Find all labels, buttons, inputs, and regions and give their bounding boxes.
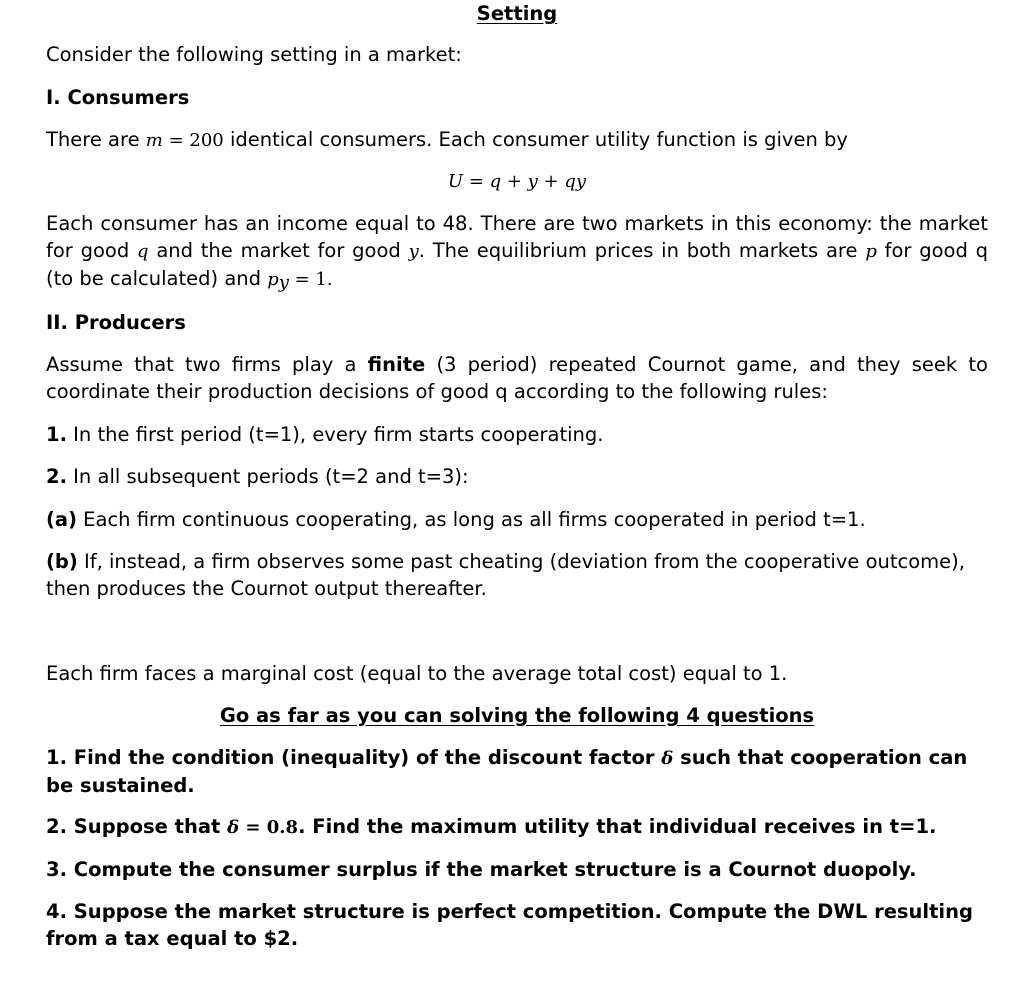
intro-text: Consider the following setting in a market: bbox=[46, 43, 462, 66]
rule-2a-label: (a) bbox=[46, 508, 77, 531]
rule-1-number: 1. bbox=[46, 423, 67, 446]
question-1 bbox=[46, 744, 988, 799]
document-title: Setting bbox=[476, 2, 558, 25]
producers-text-a: Assume that two firms play a bbox=[46, 353, 368, 376]
question-1-delta: δ bbox=[661, 748, 674, 769]
income-text-a: Each consumer has an income equal to 48. There are two markets in this economy: the market for good bbox=[46, 212, 988, 262]
price-py-sub: y bbox=[278, 272, 289, 293]
document-page bbox=[46, 0, 988, 1002]
question-3: 3. Compute the consumer surplus if the market structure is a Cournot duopoly. bbox=[46, 858, 917, 881]
price-py-value: = 1. bbox=[288, 269, 333, 290]
consumers-text-b: identical consumers. Each consumer utility function is given by bbox=[223, 128, 848, 151]
utility-equation: U = q + y + qy bbox=[447, 171, 587, 192]
rule-2a-text: Each firm continuous cooperating, as long as all firms cooperated in period t=1. bbox=[76, 508, 866, 531]
price-py-var: p bbox=[267, 269, 279, 290]
rule-2b-label: (b) bbox=[46, 550, 78, 573]
question-1-text-b: such that cooperation can be sustained. bbox=[46, 746, 968, 797]
question-4: 4. Suppose the market structure is perfect competition. Compute the DWL resulting from a tax equal to $2. bbox=[46, 900, 973, 950]
question-2-value: = 0.8 bbox=[239, 817, 299, 838]
producers-heading: II. Producers bbox=[46, 311, 186, 334]
question-2-text-a: 2. Suppose that bbox=[46, 815, 228, 838]
rule-2b bbox=[46, 548, 988, 602]
rule-1 bbox=[46, 421, 988, 448]
rule-2-number: 2. bbox=[46, 465, 67, 488]
cost-text: Each firm faces a marginal cost (equal to the average total cost) equal to 1. bbox=[46, 662, 788, 685]
question-1-text-a: 1. Find the condition (inequality) of the discount factor bbox=[46, 746, 662, 769]
consumers-count-text bbox=[46, 126, 988, 154]
rule-2 bbox=[46, 463, 988, 490]
rule-2a bbox=[46, 506, 988, 533]
producers-paragraph bbox=[46, 351, 988, 405]
income-text-c: . The equilibrium prices in both markets are bbox=[418, 239, 866, 262]
rule-2b-text: If, instead, a firm observes some past cheating (deviation from the cooperative outcome), then produces the Cournot output thereafter. bbox=[46, 550, 965, 600]
producers-text-b: (3 period) repeated Cournot game, and they seek to coordinate their production decisions of good q according to the following rules: bbox=[46, 353, 988, 403]
question-2-delta: δ bbox=[227, 817, 240, 838]
income-paragraph bbox=[46, 210, 988, 296]
consumers-text-a: There are bbox=[46, 128, 146, 151]
question-2-text-b: . Find the maximum utility that individual receives in t=1. bbox=[298, 815, 937, 838]
m-variable: m bbox=[145, 130, 163, 151]
m-value: = 200 bbox=[162, 130, 224, 151]
rule-1-text: In the first period (t=1), every firm starts cooperating. bbox=[66, 423, 604, 446]
consumers-heading: I. Consumers bbox=[46, 86, 190, 109]
questions-heading: Go as far as you can solving the following 4 questions bbox=[219, 704, 815, 727]
income-text-d: for good q (to be calculated) and bbox=[46, 239, 989, 290]
rule-2-text: In all subsequent periods (t=2 and t=3): bbox=[66, 465, 469, 488]
income-text-b: and the market for good bbox=[148, 239, 409, 262]
finite-word: finite bbox=[367, 353, 426, 376]
good-y-var: y bbox=[408, 241, 419, 262]
question-2 bbox=[46, 813, 988, 841]
good-q-var: q bbox=[137, 241, 149, 262]
price-p-var: p bbox=[865, 241, 877, 262]
